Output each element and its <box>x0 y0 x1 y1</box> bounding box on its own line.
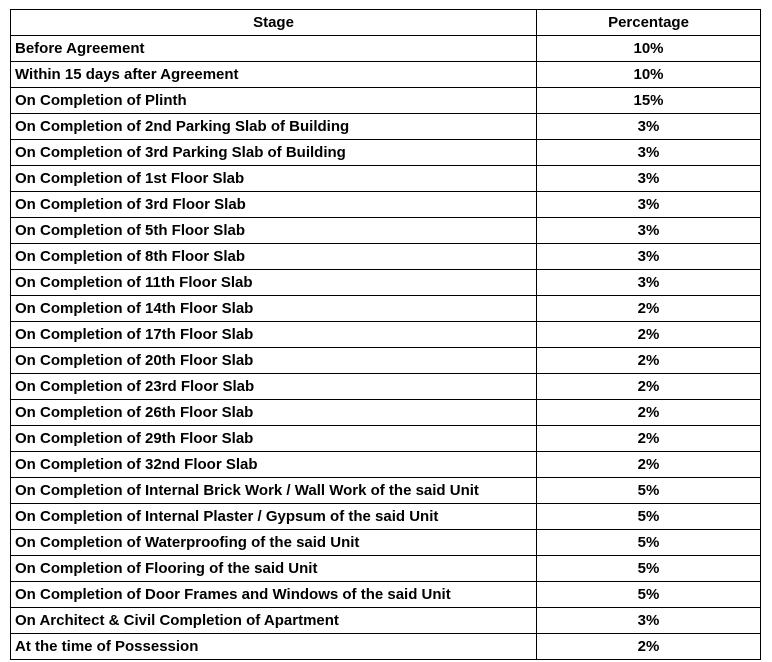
payment-schedule-table <box>10 9 761 660</box>
stage-cell: On Completion of Internal Plaster / Gypsum of the said Unit <box>11 504 537 530</box>
stage-cell: On Completion of 20th Floor Slab <box>11 348 537 374</box>
percentage-cell: 2% <box>537 426 761 452</box>
stage-cell: On Completion of 26th Floor Slab <box>11 400 537 426</box>
table-row <box>11 530 761 556</box>
percentage-cell: 15% <box>537 88 761 114</box>
table-row <box>11 244 761 270</box>
table-row <box>11 348 761 374</box>
percentage-cell: 5% <box>537 556 761 582</box>
table-row <box>11 88 761 114</box>
percentage-cell: 2% <box>537 296 761 322</box>
stage-cell: On Completion of 14th Floor Slab <box>11 296 537 322</box>
table-row <box>11 322 761 348</box>
table-row <box>11 140 761 166</box>
stage-cell: Before Agreement <box>11 36 537 62</box>
table-header <box>11 10 761 36</box>
percentage-cell: 5% <box>537 582 761 608</box>
table-row <box>11 296 761 322</box>
stage-cell: On Completion of 3rd Floor Slab <box>11 192 537 218</box>
percentage-cell: 3% <box>537 192 761 218</box>
percentage-cell: 2% <box>537 634 761 660</box>
percentage-cell: 3% <box>537 218 761 244</box>
percentage-cell: 3% <box>537 166 761 192</box>
percentage-cell: 3% <box>537 114 761 140</box>
stage-cell: On Completion of Internal Brick Work / Wall Work of the said Unit <box>11 478 537 504</box>
table-row <box>11 114 761 140</box>
stage-cell: On Completion of 1st Floor Slab <box>11 166 537 192</box>
percentage-cell: 10% <box>537 62 761 88</box>
table-row <box>11 452 761 478</box>
table-row <box>11 504 761 530</box>
stage-cell: On Completion of 29th Floor Slab <box>11 426 537 452</box>
stage-column-header: Stage <box>11 10 537 36</box>
table-row <box>11 166 761 192</box>
table-body <box>11 36 761 660</box>
percentage-cell: 5% <box>537 478 761 504</box>
table-row <box>11 634 761 660</box>
table-row <box>11 374 761 400</box>
percentage-cell: 2% <box>537 374 761 400</box>
stage-cell: Within 15 days after Agreement <box>11 62 537 88</box>
percentage-cell: 3% <box>537 608 761 634</box>
percentage-cell: 5% <box>537 530 761 556</box>
stage-cell: On Completion of Flooring of the said Unit <box>11 556 537 582</box>
stage-cell: At the time of Possession <box>11 634 537 660</box>
table-row <box>11 556 761 582</box>
percentage-column-header: Percentage <box>537 10 761 36</box>
table-row <box>11 608 761 634</box>
header-row <box>11 10 761 36</box>
percentage-cell: 3% <box>537 244 761 270</box>
stage-cell: On Completion of Door Frames and Windows of the said Unit <box>11 582 537 608</box>
stage-cell: On Completion of 11th Floor Slab <box>11 270 537 296</box>
percentage-cell: 2% <box>537 322 761 348</box>
percentage-cell: 2% <box>537 400 761 426</box>
stage-cell: On Completion of 5th Floor Slab <box>11 218 537 244</box>
table-row <box>11 192 761 218</box>
stage-cell: On Architect & Civil Completion of Apartment <box>11 608 537 634</box>
payment-schedule <box>10 9 760 660</box>
percentage-cell: 10% <box>537 36 761 62</box>
stage-cell: On Completion of Plinth <box>11 88 537 114</box>
stage-cell: On Completion of 2nd Parking Slab of Building <box>11 114 537 140</box>
table-row <box>11 400 761 426</box>
table-row <box>11 36 761 62</box>
table-row <box>11 478 761 504</box>
table-row <box>11 270 761 296</box>
percentage-cell: 3% <box>537 140 761 166</box>
stage-cell: On Completion of 32nd Floor Slab <box>11 452 537 478</box>
stage-cell: On Completion of 23rd Floor Slab <box>11 374 537 400</box>
percentage-cell: 2% <box>537 452 761 478</box>
table-row <box>11 62 761 88</box>
stage-cell: On Completion of 17th Floor Slab <box>11 322 537 348</box>
table-row <box>11 218 761 244</box>
percentage-cell: 2% <box>537 348 761 374</box>
percentage-cell: 3% <box>537 270 761 296</box>
stage-cell: On Completion of 8th Floor Slab <box>11 244 537 270</box>
stage-cell: On Completion of 3rd Parking Slab of Building <box>11 140 537 166</box>
table-row <box>11 426 761 452</box>
percentage-cell: 5% <box>537 504 761 530</box>
stage-cell: On Completion of Waterproofing of the said Unit <box>11 530 537 556</box>
table-row <box>11 582 761 608</box>
